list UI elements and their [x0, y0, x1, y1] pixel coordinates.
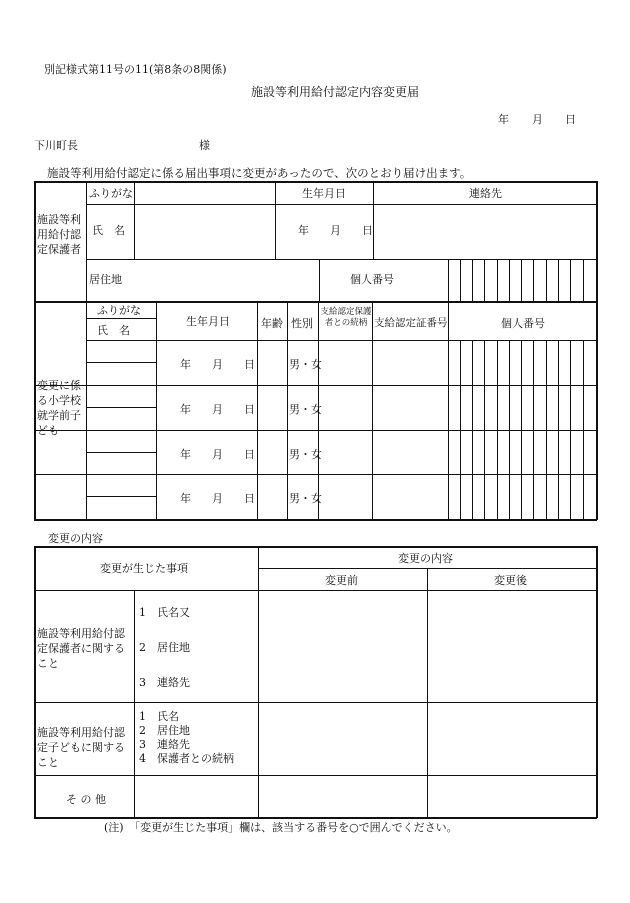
child-relation-label: 支給認定保護者との続柄: [320, 307, 372, 328]
other-label: そ の 他: [66, 793, 106, 806]
intro-text: 施設等利用給付認定に係る届出事項に変更があったので、次のとおり届け出ます。: [47, 166, 472, 180]
child-row-month: 月: [212, 403, 223, 416]
child-row-sex: 男・女: [289, 358, 322, 371]
child-row-year: 年: [180, 492, 191, 505]
footnote: (注) 「変更が生じた事項」欄は、該当する番号を○で囲んでください。: [104, 821, 458, 834]
form-title: 施設等利用給付認定内容変更届: [251, 85, 420, 99]
child-row-sex: 男・女: [289, 403, 322, 416]
child-name-label: 氏 名: [97, 324, 130, 337]
date-day-label: 日: [565, 113, 576, 126]
guardian-section-label: 施設等利用給付認定保護者: [37, 213, 81, 256]
child-row-month: 月: [212, 358, 223, 371]
child-furigana-label: ふりがな: [97, 304, 141, 317]
honorific: 様: [199, 139, 210, 152]
child-row-sex: 男・女: [289, 448, 322, 461]
guardian-birthdate-label: 生年月日: [302, 187, 346, 200]
child-row-day: 日: [244, 358, 255, 371]
col-content-header: 変更の内容: [398, 552, 453, 565]
child-change-item: 1 氏名: [139, 710, 179, 723]
child-change-item: 4 保護者との続柄: [139, 752, 234, 765]
child-row-day: 日: [244, 448, 255, 461]
child-row-day: 日: [244, 403, 255, 416]
addressee: 下川町長: [34, 139, 78, 152]
guardian-change-item: 1 氏名又: [139, 606, 190, 619]
guardian-contact-label: 連絡先: [469, 187, 502, 200]
child-row-day: 日: [244, 492, 255, 505]
child-age-label: 年齢: [261, 317, 283, 330]
form-number: 別記様式第11号の11(第8条の8関係): [44, 63, 227, 76]
col-item-header: 変更が生じた事項: [100, 562, 188, 575]
date-year-label: 年: [498, 113, 509, 126]
guardian-change-item: 2 居住地: [139, 641, 190, 654]
child-row-month: 月: [212, 448, 223, 461]
child-my-number-label: 個人番号: [501, 317, 545, 330]
children-section-label: 変更に係る小学校就学前子ども: [37, 379, 81, 437]
child-change-item: 2 居住地: [139, 724, 190, 737]
child-row-year: 年: [180, 448, 191, 461]
child-sex-label: 性別: [291, 317, 313, 330]
child-birthdate-label: 生年月日: [186, 315, 230, 328]
guardian-furigana-label: ふりがな: [89, 187, 133, 200]
guardian-change-label: 施設等利用給付認定保護者に関すること: [37, 627, 125, 670]
child-row-sex: 男・女: [289, 492, 322, 505]
guardian-address-label: 居住地: [89, 273, 122, 286]
child-cert-number-label: 支給認定証番号: [374, 317, 448, 329]
guardian-name-label: 氏 名: [92, 224, 125, 237]
guardian-birth-day: 日: [362, 224, 373, 237]
guardian-birth-year: 年: [298, 224, 309, 237]
col-before-header: 変更前: [325, 574, 358, 587]
child-row-year: 年: [180, 358, 191, 371]
guardian-my-number-label: 個人番号: [350, 273, 394, 286]
guardian-birth-month: 月: [330, 224, 341, 237]
col-after-header: 変更後: [494, 574, 527, 587]
guardian-change-item: 3 連絡先: [139, 676, 190, 689]
child-change-item: 3 連絡先: [139, 738, 190, 751]
child-row-year: 年: [180, 403, 191, 416]
child-change-label: 施設等利用給付認定子どもに関すること: [37, 726, 125, 769]
changes-section-title: 変更の内容: [48, 532, 103, 545]
child-row-month: 月: [212, 492, 223, 505]
date-month-label: 月: [532, 113, 543, 126]
